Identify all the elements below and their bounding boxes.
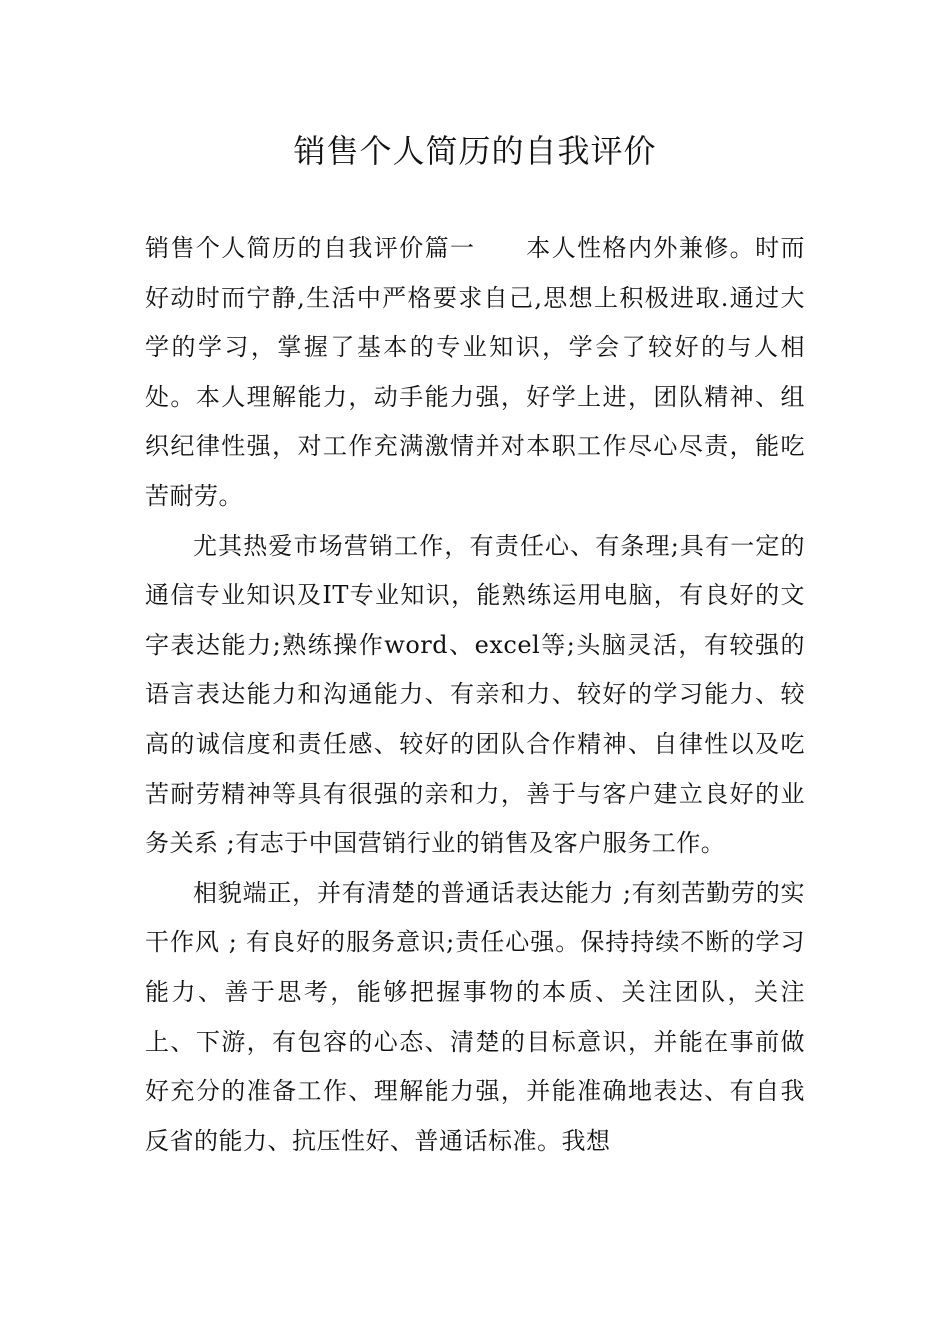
paragraph-1: 销售个人简历的自我评价篇一 本人性格内外兼修。时而好动时而宁静,生活中严格要求自己,思想上积极进取.通过大学的学习，掌握了基本的专业知识，学会了较好的与人相处。本人理解能力，动手能力强，好学上进，团队精神、组织纪律性强，对工作充满激情并对本职工作尽心尽责，能吃苦耐劳。	[145, 234, 805, 510]
document-body	[145, 224, 805, 1166]
paragraph-2: 尤其热爱市场营销工作，有责任心、有条理;具有一定的通信专业知识及IT专业知识，能熟练运用电脑，有良好的文字表达能力;熟练操作word、excel等;头脑灵活，有较强的语言表达能力和沟通能力、有亲和力、较好的学习能力、较高的诚信度和责任感、较好的团队合作精神、自律性以及吃苦耐劳精神等具有很强的亲和力，善于与客户建立良好的业务关系 ;有志于中国营销行业的销售及客户服务工作。	[145, 531, 805, 858]
paragraph-3: 相貌端正，并有清楚的普通话表达能力 ;有刻苦勤劳的实干作风 ; 有良好的服务意识;责任心强。保持持续不断的学习能力、善于思考，能够把握事物的本质、关注团队，关注上、下游，有包容的心态、清楚的目标意识，并能在事前做好充分的准备工作、理解能力强，并能准确地表达、有自我反省的能力、抗压性好、普通话标准。我想	[145, 878, 805, 1155]
document-title: 销售个人简历的自我评价	[293, 132, 657, 170]
